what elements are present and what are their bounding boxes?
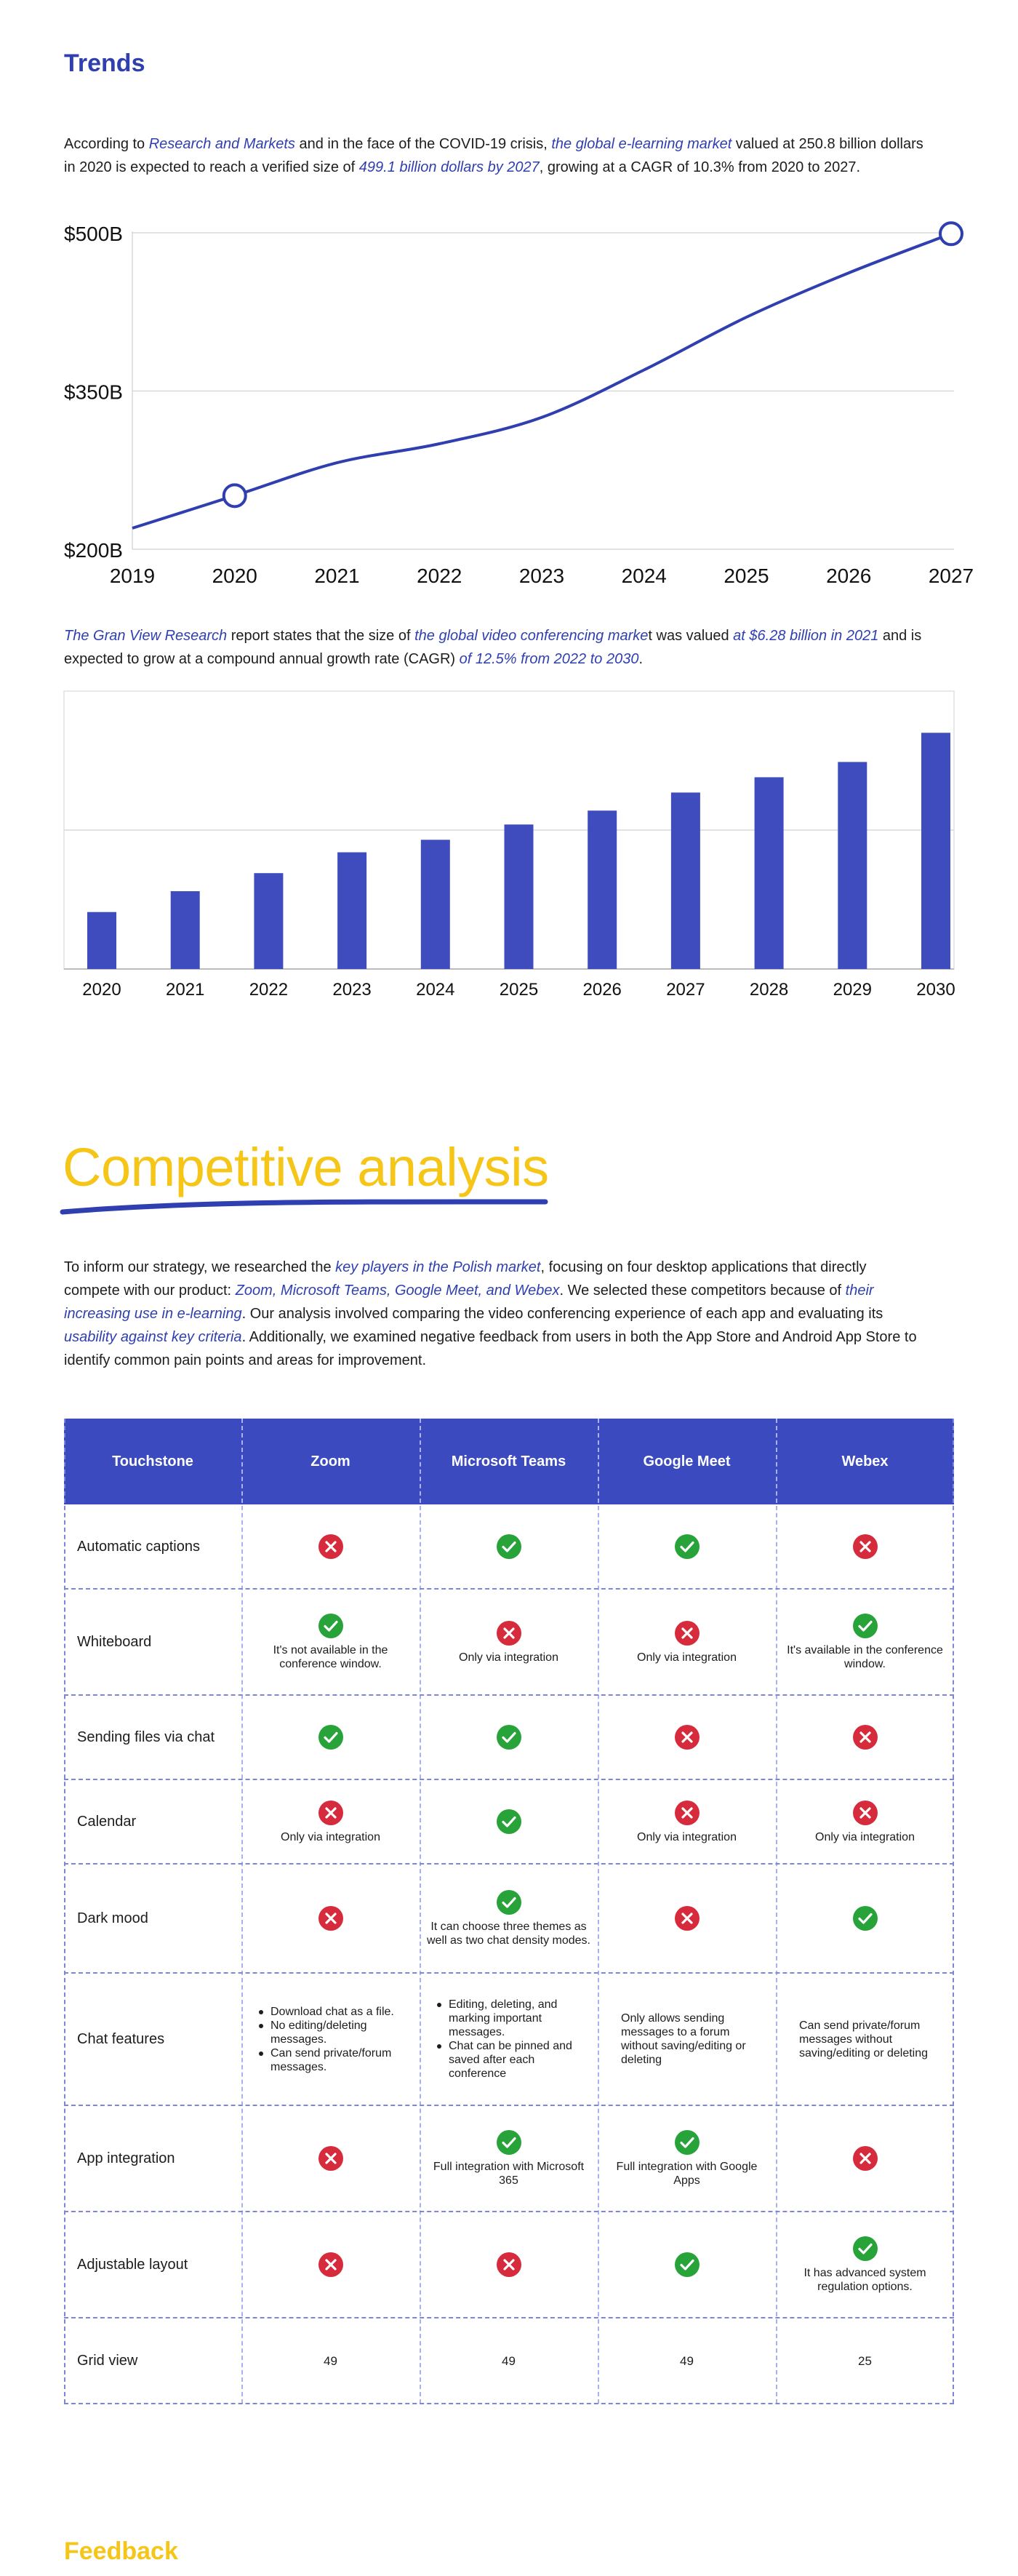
cell-text: Only allows sending messages to a forum without saving/editing or deleting bbox=[621, 2012, 746, 2066]
cross-icon bbox=[852, 1534, 878, 1560]
text: . Our analysis involved comparing the video conferencing experience of each app and evaluating its bbox=[241, 1306, 883, 1322]
table-cell bbox=[598, 2318, 776, 2404]
row-label: Chat features bbox=[77, 2030, 165, 2047]
text: valued at 250.8 billion dollars in 2020 is expected to reach a verified size of bbox=[64, 136, 923, 175]
bar bbox=[755, 777, 784, 969]
table-cell bbox=[598, 1695, 776, 1779]
table-cell bbox=[420, 1864, 598, 1973]
bar bbox=[505, 824, 534, 969]
bar bbox=[921, 733, 950, 969]
series-line bbox=[132, 234, 951, 528]
video-conferencing-bar-chart bbox=[0, 677, 1018, 1011]
table-cell bbox=[241, 1864, 420, 1973]
check-icon bbox=[674, 2252, 700, 2278]
highlight: their increasing use in e-learning bbox=[64, 1283, 874, 1322]
cross-icon bbox=[496, 1620, 522, 1646]
feature-list bbox=[256, 2005, 409, 2074]
x-tick-label: 2027 bbox=[666, 980, 705, 1000]
cell-note: Only via integration bbox=[637, 1830, 737, 1843]
cross-icon bbox=[318, 1800, 344, 1826]
check-icon bbox=[674, 1534, 700, 1560]
table-cell bbox=[776, 2318, 954, 2404]
check-icon bbox=[496, 2129, 522, 2156]
table-cell bbox=[420, 2105, 598, 2212]
highlight: Research and Markets bbox=[148, 136, 295, 152]
table-cell bbox=[420, 2318, 598, 2404]
table-cell bbox=[776, 1973, 954, 2105]
elearning-line-chart bbox=[0, 211, 1018, 597]
table-cell bbox=[241, 1504, 420, 1589]
x-tick-label: 2022 bbox=[417, 565, 462, 587]
table-cell bbox=[420, 1779, 598, 1864]
bar bbox=[337, 853, 366, 969]
table-cell bbox=[598, 1864, 776, 1973]
table-cell bbox=[420, 1589, 598, 1695]
cross-icon bbox=[852, 1800, 878, 1826]
text: , focusing on four desktop applications that directly compete with our product: bbox=[64, 1259, 867, 1299]
table-cell bbox=[776, 1864, 954, 1973]
x-tick-label: 2020 bbox=[212, 565, 257, 587]
title-underline bbox=[58, 1193, 553, 1222]
highlight: the global video conferencing marke bbox=[414, 628, 649, 644]
check-icon bbox=[496, 1534, 522, 1560]
row-label: App integration bbox=[77, 2150, 175, 2166]
highlight: of 12.5% from 2022 to 2030 bbox=[459, 651, 639, 667]
column-header: Webex bbox=[841, 1453, 889, 1470]
table-cell bbox=[598, 1504, 776, 1589]
check-icon bbox=[496, 1809, 522, 1835]
grid-view-value: 49 bbox=[324, 2353, 337, 2368]
bar bbox=[671, 792, 700, 969]
table-cell bbox=[420, 1695, 598, 1779]
grid-view-value: 49 bbox=[680, 2353, 694, 2368]
feedback-heading: Feedback bbox=[64, 2537, 178, 2565]
y-tick-label: $200B bbox=[64, 539, 123, 562]
text: and in the face of the COVID-19 crisis, bbox=[294, 136, 552, 152]
x-tick-label: 2027 bbox=[928, 565, 974, 587]
bar bbox=[838, 762, 867, 969]
cell-note: It's not available in the conference window. bbox=[273, 1644, 388, 1670]
cell-note: Full integration with Google Apps bbox=[616, 2161, 758, 2187]
highlight: the global e-learning market bbox=[551, 136, 732, 152]
highlight-point bbox=[940, 223, 962, 244]
x-tick-label: 2025 bbox=[499, 980, 539, 1000]
check-icon bbox=[852, 1613, 878, 1639]
x-tick-label: 2025 bbox=[724, 565, 769, 587]
cross-icon bbox=[852, 1724, 878, 1750]
cross-icon bbox=[674, 1905, 700, 1931]
cross-icon bbox=[674, 1620, 700, 1646]
text: . bbox=[638, 651, 644, 667]
list-item: No editing/deleting messages. bbox=[256, 2019, 409, 2046]
x-tick-label: 2029 bbox=[833, 980, 872, 1000]
table-cell bbox=[241, 2318, 420, 2404]
column-header: Touchstone bbox=[112, 1453, 193, 1470]
row-label: Calendar bbox=[77, 1813, 137, 1830]
highlight: The Gran View Research bbox=[64, 628, 228, 644]
bar bbox=[87, 912, 116, 969]
x-tick-label: 2023 bbox=[332, 980, 372, 1000]
list-item: Editing, deleting, and marking important messages. bbox=[434, 1998, 588, 2039]
y-tick-label: $350B bbox=[64, 380, 123, 404]
table-cell bbox=[598, 1973, 776, 2105]
list-item: Download chat as a file. bbox=[256, 2005, 409, 2019]
row-label: Adjustable layout bbox=[77, 2256, 188, 2273]
x-tick-label: 2024 bbox=[621, 565, 667, 587]
x-tick-label: 2023 bbox=[518, 565, 565, 587]
trends-heading: Trends bbox=[64, 49, 145, 77]
table-cell bbox=[776, 1504, 954, 1589]
row-label: Automatic captions bbox=[77, 1538, 200, 1555]
table-cell bbox=[420, 2212, 598, 2318]
feature-list bbox=[434, 1998, 588, 2081]
cell-note: Only via integration bbox=[281, 1830, 380, 1843]
bar bbox=[421, 840, 450, 969]
column-header: Google Meet bbox=[643, 1453, 731, 1470]
table-cell bbox=[241, 1973, 420, 2105]
grid-view-value: 49 bbox=[502, 2353, 516, 2368]
highlight: 499.1 billion dollars by 2027 bbox=[358, 159, 540, 175]
highlight: Zoom, Microsoft Teams, Google Meet, and Webex bbox=[235, 1283, 560, 1299]
column-header: Zoom bbox=[310, 1453, 350, 1470]
text: t was valued bbox=[648, 628, 734, 644]
cell-note: Full integration with Microsoft 365 bbox=[433, 2161, 585, 2187]
table-cell bbox=[420, 1973, 598, 2105]
table-header bbox=[64, 1419, 954, 1504]
table-cell bbox=[776, 1589, 954, 1695]
cross-icon bbox=[318, 1534, 344, 1560]
cross-icon bbox=[674, 1724, 700, 1750]
table-cell bbox=[241, 1695, 420, 1779]
text: report states that the size of bbox=[227, 628, 415, 644]
comparison-table bbox=[64, 1419, 954, 2404]
table-cell bbox=[776, 1695, 954, 1779]
bar bbox=[171, 891, 200, 969]
cell-note: It has advanced system regulation options. bbox=[803, 2267, 926, 2293]
competitive-analysis-title: Competitive analysis bbox=[63, 1137, 549, 1197]
x-tick-label: 2030 bbox=[916, 980, 955, 1000]
cell-note: Only via integration bbox=[815, 1830, 915, 1843]
list-item: Can send private/forum messages. bbox=[256, 2046, 409, 2074]
video-conferencing-paragraph bbox=[64, 624, 966, 671]
table-cell bbox=[598, 1589, 776, 1695]
x-tick-label: 2024 bbox=[416, 980, 455, 1000]
table-cell bbox=[776, 2212, 954, 2318]
cell-note: It's available in the conference window. bbox=[787, 1644, 943, 1670]
check-icon bbox=[852, 1905, 878, 1931]
text: According to bbox=[64, 136, 149, 152]
cell-note: Only via integration bbox=[637, 1651, 737, 1664]
check-icon bbox=[318, 1724, 344, 1750]
row-label: Dark mood bbox=[77, 1910, 148, 1926]
x-tick-label: 2026 bbox=[582, 980, 622, 1000]
grid-view-value: 25 bbox=[858, 2353, 872, 2368]
highlight: at $6.28 billion in 2021 bbox=[733, 628, 879, 644]
table-cell bbox=[241, 1589, 420, 1695]
competitive-paragraph bbox=[64, 1256, 922, 1372]
highlight: usability against key criteria bbox=[64, 1329, 242, 1345]
table-cell bbox=[598, 2212, 776, 2318]
row-label: Grid view bbox=[77, 2352, 138, 2369]
cell-note: Only via integration bbox=[459, 1651, 558, 1664]
x-tick-label: 2019 bbox=[109, 565, 156, 587]
table-cell bbox=[241, 2105, 420, 2212]
text: To inform our strategy, we researched the bbox=[64, 1259, 336, 1275]
cross-icon bbox=[496, 2252, 522, 2278]
table-cell bbox=[776, 2105, 954, 2212]
elearning-paragraph bbox=[64, 132, 937, 179]
check-icon bbox=[318, 1613, 344, 1639]
highlight: key players in the Polish market bbox=[335, 1259, 541, 1275]
table-cell bbox=[241, 1779, 420, 1864]
bar bbox=[254, 873, 283, 969]
table-cell bbox=[598, 2105, 776, 2212]
x-tick-label: 2020 bbox=[82, 980, 121, 1000]
check-icon bbox=[496, 1889, 522, 1915]
table-cell bbox=[420, 1504, 598, 1589]
check-icon bbox=[852, 2236, 878, 2262]
table-cell bbox=[241, 2212, 420, 2318]
x-tick-label: 2028 bbox=[749, 980, 789, 1000]
column-header: Microsoft Teams bbox=[451, 1453, 566, 1470]
check-icon bbox=[496, 1724, 522, 1750]
table-cell bbox=[776, 1779, 954, 1864]
x-tick-label: 2026 bbox=[826, 565, 872, 587]
cell-text: Can send private/forum messages without saving/editing or deleting bbox=[799, 2019, 929, 2059]
x-tick-label: 2022 bbox=[249, 980, 289, 1000]
row-label: Sending files via chat bbox=[77, 1728, 215, 1745]
cross-icon bbox=[852, 2145, 878, 2172]
highlight-point bbox=[224, 485, 246, 506]
text: and is expected to grow at a compound annual growth rate (CAGR) bbox=[64, 628, 922, 667]
cross-icon bbox=[318, 2252, 344, 2278]
row-label: Whiteboard bbox=[77, 1633, 152, 1650]
cross-icon bbox=[318, 2145, 344, 2172]
x-tick-label: 2021 bbox=[166, 980, 205, 1000]
text: , growing at a CAGR of 10.3% from 2020 to 2027. bbox=[539, 159, 861, 175]
table-cell bbox=[598, 1779, 776, 1864]
text: . We selected these competitors because of bbox=[559, 1283, 846, 1299]
cell-note: It can choose three themes as well as two chat density modes. bbox=[427, 1921, 590, 1947]
bar bbox=[588, 810, 617, 969]
cross-icon bbox=[674, 1800, 700, 1826]
check-icon bbox=[674, 2129, 700, 2156]
x-tick-label: 2021 bbox=[314, 565, 360, 587]
cross-icon bbox=[318, 1905, 344, 1931]
list-item: Chat can be pinned and saved after each conference bbox=[434, 2039, 588, 2081]
text: . Additionally, we examined negative feedback from users in both the App Store and Android App Store to identify common pain points and areas for improvement. bbox=[64, 1329, 917, 1368]
column-divider bbox=[64, 1419, 65, 2404]
y-tick-label: $500B bbox=[64, 223, 123, 245]
